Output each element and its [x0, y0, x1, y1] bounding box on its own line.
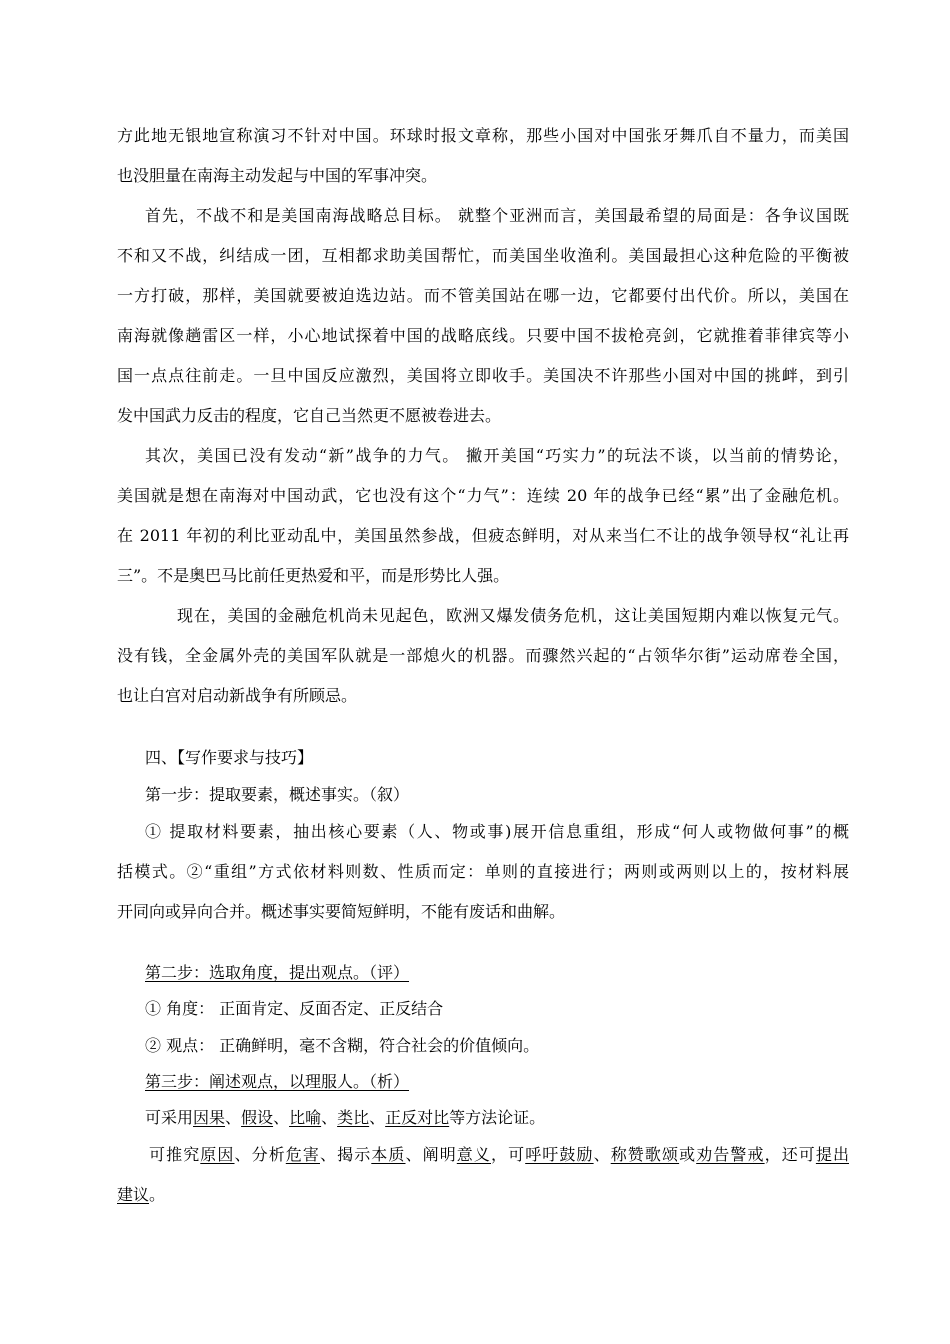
p2-line-6: 发中国武力反击的程度，它自己当然更不愿被卷进去。 — [117, 406, 502, 425]
step2-angle: ① 角度： 正面肯定、反面否定、正反结合 — [145, 999, 444, 1018]
methods-sep: 、 — [273, 1108, 290, 1127]
explore-warn: 劝告警戒 — [696, 1145, 765, 1164]
p2-line-3: 一方打破，那样，美国就要被迫选边站。而不管美国站在哪一边，它都要付出代价。所以，美国在 — [117, 286, 849, 305]
step3-methods-line — [145, 1107, 545, 1129]
method-metaphor: 比喻 — [289, 1108, 322, 1127]
explore-text: 、分析 — [234, 1145, 286, 1164]
p4-line-1: 现在，美国的金融危机尚未见起色，欧洲又爆发债务危机，这让美国短期内难以恢复元气。 — [177, 606, 849, 625]
explore-suggestion: 建议 — [117, 1185, 150, 1204]
explore-cause: 原因 — [200, 1145, 235, 1164]
section-4-heading: 四、【写作要求与技巧】 — [145, 748, 314, 767]
explore-propose: 提出 — [815, 1145, 849, 1164]
explore-text: 、阐明 — [405, 1145, 457, 1164]
explore-text: 或 — [679, 1145, 697, 1164]
step2-viewpoint: ② 观点： 正确鲜明，毫不含糊，符合社会的价值倾向。 — [145, 1036, 540, 1055]
p1-line-1: 方此地无银地宣称演习不针对中国。环球时报文章称，那些小国对中国张牙舞爪自不量力，而美国 — [117, 126, 849, 145]
explore-meaning: 意义 — [456, 1145, 491, 1164]
p4-line-3: 也让白宫对启动新战争有所顾忌。 — [117, 686, 358, 705]
explore-text: 可推究 — [149, 1145, 201, 1164]
p1-line-2: 也没胆量在南海主动发起与中国的军事冲突。 — [117, 166, 438, 185]
step1-title: 第一步：提取要素，概述事实。（叙） — [145, 785, 410, 804]
methods-sep: 、 — [225, 1108, 242, 1127]
methods-prefix: 可采用 — [145, 1108, 194, 1127]
p3-line-2: 美国就是想在南海对中国动武，它也没有这个“力气”：连续 20 年的战争已经“累”出了金融危机。 — [117, 486, 849, 505]
p4-line-2: 没有钱，全金属外壳的美国军队就是一部熄火的机器。而骤然兴起的“占领华尔街”运动席卷全国， — [117, 646, 849, 665]
explore-praise: 称赞歌颂 — [610, 1145, 680, 1164]
methods-sep: 、 — [369, 1108, 386, 1127]
methods-sep: 、 — [321, 1108, 338, 1127]
explore-appeal: 呼吁鼓励 — [525, 1145, 594, 1164]
step3-title: 第三步：阐述观点，以理服人。（析） — [145, 1072, 410, 1091]
p3-line-4: 三”。不是奥巴马比前任更热爱和平，而是形势比人强。 — [117, 566, 510, 585]
step1-line-3: 开同向或异向合并。概述事实要简短鲜明，不能有废话和曲解。 — [117, 902, 566, 921]
explore-text: ，可 — [491, 1145, 526, 1164]
step2-title: 第二步：选取角度，提出观点。（评） — [145, 963, 410, 982]
p2-line-5: 国一点点往前走。一旦中国反应激烈，美国将立即收手。美国决不许那些小国对中国的挑衅，到引 — [117, 366, 849, 385]
explore-text: 。 — [149, 1185, 166, 1204]
method-analogy: 类比 — [337, 1108, 370, 1127]
explore-text: ，还可 — [764, 1145, 816, 1164]
explore-harm: 危害 — [285, 1145, 320, 1164]
step3-explore-line-1 — [149, 1144, 849, 1166]
step1-line-1: ① 提取材料要素，抽出核心要素（人、物或事)展开信息重组，形成“何人或物做何事”的概 — [145, 822, 849, 841]
p3-line-3: 在 2011 年初的利比亚动乱中，美国虽然参战，但疲态鲜明，对从来当仁不让的战争领导权“礼让再 — [117, 526, 849, 545]
method-causal: 因果 — [193, 1108, 226, 1127]
step1-line-2: 括模式。②“重组”方式依材料则数、性质而定：单则的直接进行；两则或两则以上的，按材料展 — [117, 862, 849, 881]
methods-suffix: 等方法论证。 — [449, 1108, 546, 1127]
p2-line-4: 南海就像趟雷区一样，小心地试探着中国的战略底线。只要中国不拔枪亮剑，它就推着菲律宾等小 — [117, 326, 849, 345]
p3-line-1: 其次，美国已没有发动“新”战争的力气。 撇开美国“巧实力”的玩法不谈，以当前的情势论， — [145, 446, 849, 465]
method-hypothesis: 假设 — [241, 1108, 274, 1127]
explore-essence: 本质 — [371, 1145, 406, 1164]
explore-text: 、揭示 — [320, 1145, 372, 1164]
explore-text: 、 — [593, 1145, 611, 1164]
step3-explore-line-2 — [117, 1184, 165, 1206]
p2-line-2: 不和又不战，纠结成一团，互相都求助美国帮忙，而美国坐收渔利。美国最担心这种危险的平衡被 — [117, 246, 849, 265]
p2-line-1: 首先，不战不和是美国南海战略总目标。 就整个亚洲而言，美国最希望的局面是：各争议国既 — [145, 206, 849, 225]
method-contrast: 正反对比 — [385, 1108, 450, 1127]
